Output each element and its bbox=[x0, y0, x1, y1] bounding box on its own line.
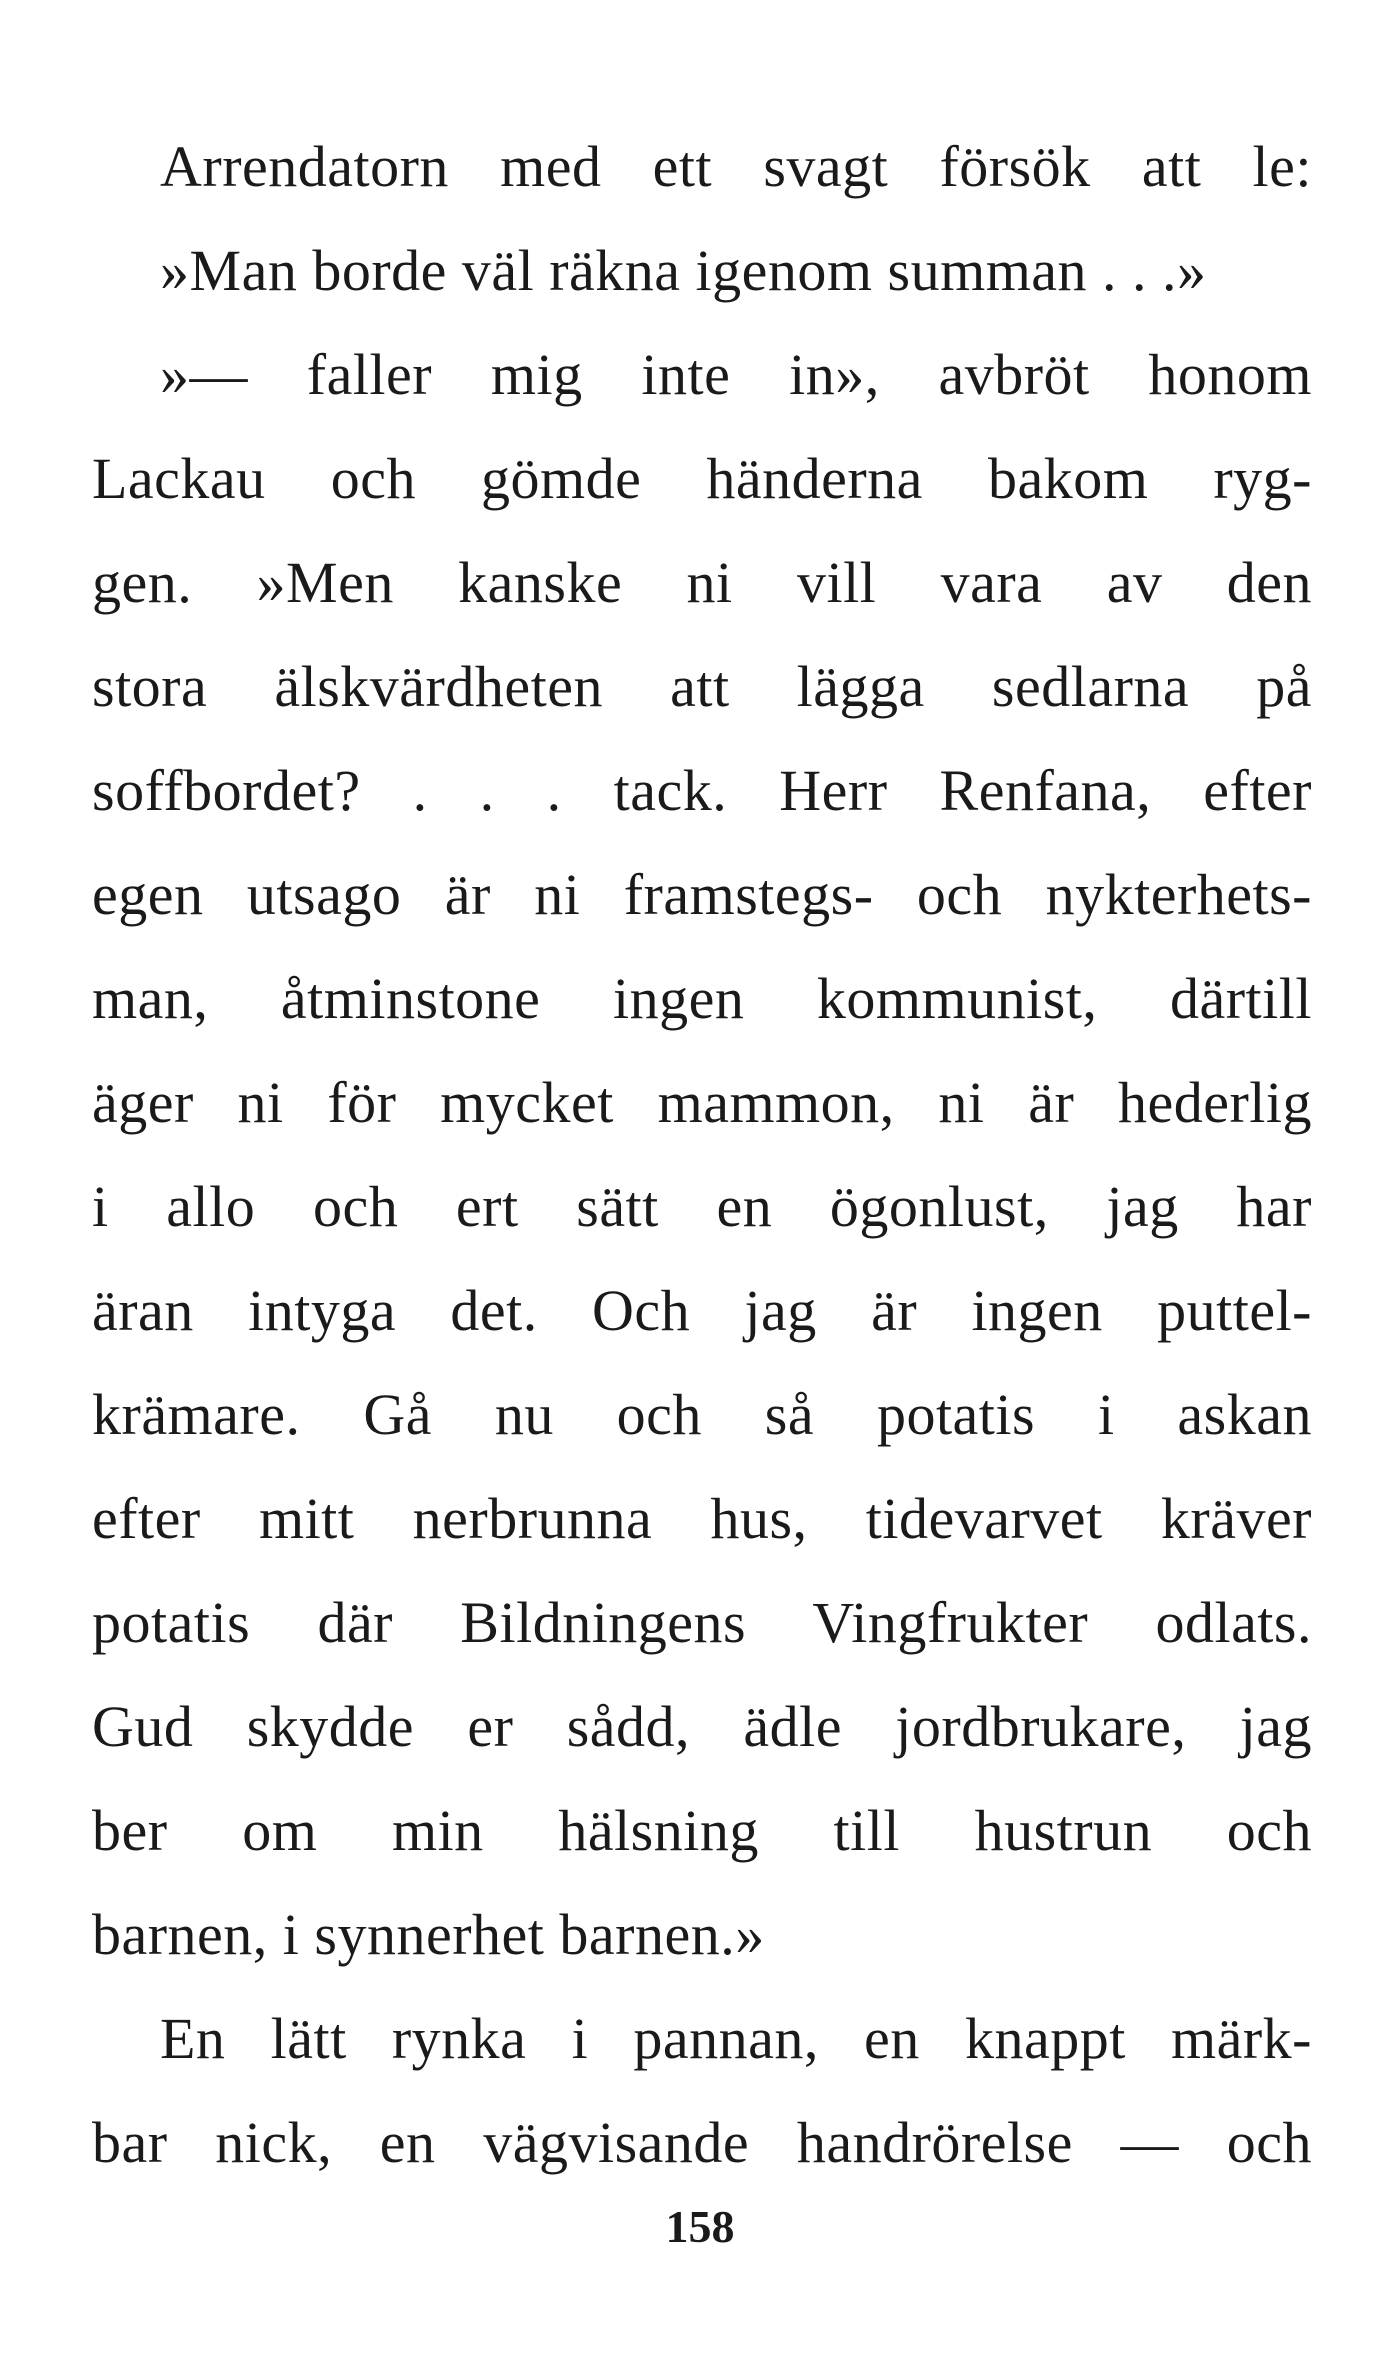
text-line: bar nick, en vägvisande handrörelse — och bbox=[92, 2110, 1312, 2175]
text-line: Gud skydde er sådd, ädle jordbrukare, jag bbox=[92, 1694, 1312, 1759]
text-line: äran intyga det. Och jag är ingen puttel- bbox=[92, 1278, 1312, 1343]
page-number: 158 bbox=[665, 2201, 735, 2252]
text-line: Lackau och gömde händerna bakom ryg- bbox=[92, 446, 1312, 511]
text-line: efter mitt nerbrunna hus, tidevarvet kräver bbox=[92, 1486, 1312, 1551]
text-line: man, åtminstone ingen kommunist, därtill bbox=[92, 966, 1312, 1031]
body-text bbox=[92, 115, 1312, 2195]
text-line: »Man borde väl räkna igenom summan . . .» bbox=[160, 238, 1207, 303]
text-line: stora älskvärdheten att lägga sedlarna på bbox=[92, 654, 1312, 719]
text-line: soffbordet? . . . tack. Herr Renfana, efter bbox=[92, 758, 1312, 823]
text-line: egen utsago är ni framstegs- och nykterhets- bbox=[92, 862, 1312, 927]
text-line: barnen, i synnerhet barnen.» bbox=[92, 1902, 765, 1967]
text-line: äger ni för mycket mammon, ni är hederlig bbox=[92, 1070, 1312, 1135]
text-line: »— faller mig inte in», avbröt honom bbox=[160, 342, 1312, 407]
text-line: En lätt rynka i pannan, en knappt märk- bbox=[160, 2006, 1312, 2071]
text-line: potatis där Bildningens Vingfrukter odlats. bbox=[92, 1590, 1312, 1655]
text-line: Arrendatorn med ett svagt försök att le: bbox=[160, 134, 1312, 199]
text-line: gen. »Men kanske ni vill vara av den bbox=[92, 550, 1312, 615]
text-line: i allo och ert sätt en ögonlust, jag har bbox=[92, 1174, 1312, 1239]
text-line: krämare. Gå nu och så potatis i askan bbox=[92, 1382, 1312, 1447]
text-line: ber om min hälsning till hustrun och bbox=[92, 1798, 1312, 1863]
